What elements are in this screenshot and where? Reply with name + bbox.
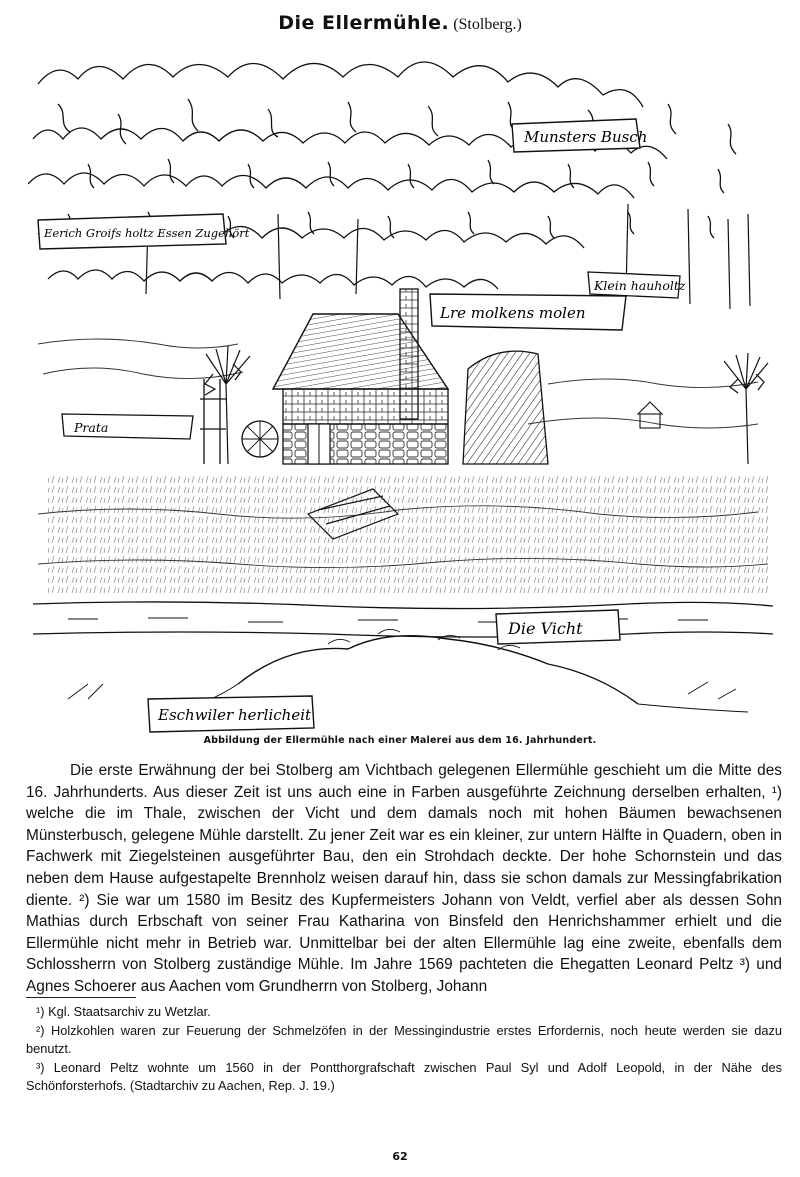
label-text: Die Vicht	[508, 619, 583, 638]
label-eerich-groifs-holtz	[38, 214, 250, 249]
page-title	[0, 12, 800, 34]
label-text: Klein hauholtz	[594, 278, 686, 293]
footnote-1: ¹) Kgl. Staatsarchiv zu Wetzlar.	[36, 1004, 211, 1019]
label-die-vicht	[496, 610, 620, 644]
forest-canopy	[28, 62, 736, 289]
label-klein-hauholtz	[588, 272, 686, 298]
footnote-2: ²) Holzkohlen waren zur Feuerung der Schmelzöfen in der Messingindustrie erstes Erfordernis, noch heute werden sie dazu benutzt.	[26, 1022, 782, 1056]
footnotes	[26, 1003, 782, 1096]
page-number: 62	[392, 1150, 408, 1163]
label-text: Prata	[74, 420, 109, 435]
body-paragraph: Die erste Erwähnung der bei Stolberg am Vichtbach gelegenen Ellermühle geschieht um die Mitte des 16. Jahrhunderts. Aus dieser Zeit ist uns auch eine in Farben ausgeführte Zeichnung derselben erhalten, ¹) welche die im Thale, zwischen der Vicht und dem damals noch mit hohen Bäumen bewachsenen Münsterbusch, gelegene Mühle darstellt. Zu jener Zeit war es ein kleiner, zur untern Hälfte in Quadern, oben in Fachwerk mit Ziegelsteinen ausgeführter Bau, den ein Strohdach deckte. Der hohe Schornstein und das neben dem Hause aufgestapelte Brennholz weisen darauf hin, dass sie schon damals zur Messingfabrikation diente. ²) Sie war um 1580 im Besitz des Kupfermeisters Johann von Veldt, verfiel aber als dessen Sohn Mathias durch Erbschaft von seiner Frau Katharina von Binsfeld den Henrichshammer erhielt und die Ellermühle nicht mehr in Betrieb war. Unmittelbar bei der alten Ellermühle lag eine zweite, ebenfalls dem Schlossherrn von Stolberg zuständige Mühle. Im Jahre 1569 pachteten die Ehegatten Leonard Peltz ³) und Agnes Schoerer aus Aachen vom Grundherrn von Stolberg, Johann	[26, 762, 782, 995]
woodpile	[463, 351, 548, 464]
river	[33, 602, 773, 637]
footnote-3: ³) Leonard Peltz wohnte um 1560 in der Pontthorgrafschaft zwischen Paul Syl und Adolf Leopold, in der Nähe des Schönforsterhofs. (Stadtarchiv zu Aachen, Rep. J. 19.)	[26, 1059, 782, 1093]
figure-caption: Abbildung der Ellermühle nach einer Malerei aus dem 16. Jahrhundert.	[203, 735, 597, 746]
label-text: Munsters Busch	[524, 128, 648, 146]
fence	[200, 379, 226, 464]
title-main: Die Ellermühle.	[278, 12, 450, 34]
label-eschwiler-herlicheit	[148, 696, 314, 732]
label-text: Lre molkens molen	[440, 304, 586, 322]
mill-building	[242, 289, 448, 464]
label-prata	[62, 414, 193, 439]
label-text: Eerich Groifs holtz Essen Zugehört	[44, 226, 250, 240]
mill-illustration	[28, 44, 778, 734]
label-text: Eschwiler herlicheit	[158, 706, 312, 724]
footnote-rule	[26, 997, 136, 998]
label-munsters-busch	[512, 119, 647, 152]
label-lre-molkens-molen	[430, 294, 626, 330]
title-sub: (Stolberg.)	[453, 16, 522, 33]
